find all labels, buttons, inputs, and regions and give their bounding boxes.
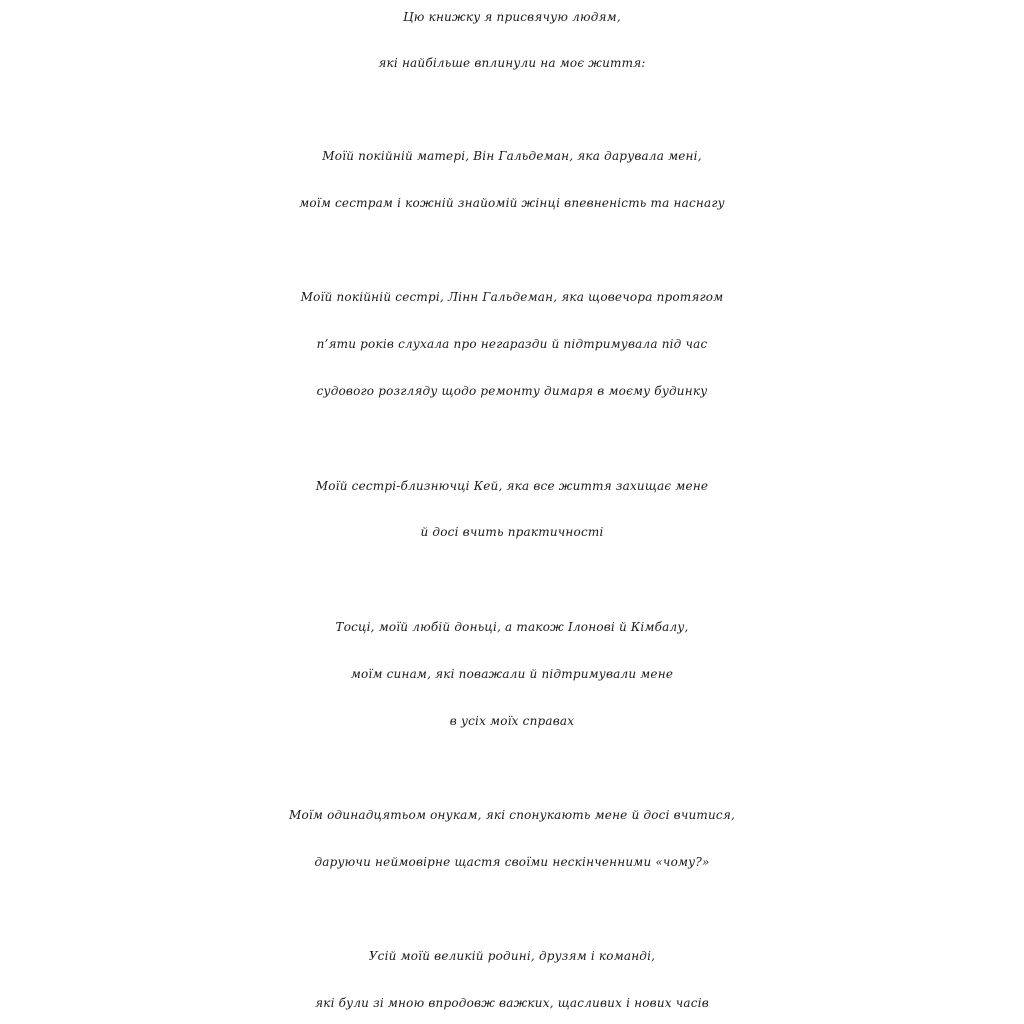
dedication-line: Цю книжку я присвячую людям,	[403, 10, 621, 24]
dedication-line: моїм синам, які поважали й підтримували мене	[350, 667, 674, 681]
dedication-line: в усіх моїх справах	[449, 714, 575, 728]
dedication-line: Усій моїй великій родині, друзям і команді,	[368, 949, 656, 963]
dedication-line: даруючи неймовірне щастя своїми нескінченними «чому?»	[314, 855, 710, 869]
dedication-line: Моїй покійній матері, Він Гальдеман, яка дарувала мені,	[322, 149, 702, 163]
dedication-line: Моїй покійній сестрі, Лінн Гальдеман, яка щовечора протягом	[300, 290, 724, 304]
dedication-line: Моїм одинадцятьом онукам, які спонукають мене й досі вчитися,	[288, 808, 736, 822]
dedication-line: й досі вчить практичності	[420, 525, 604, 539]
dedication-line: Моїй сестрі-близнючці Кей, яка все життя захищає мене	[315, 479, 709, 493]
dedication-line: судового розгляду щодо ремонту димаря в моєму будинку	[316, 384, 708, 398]
dedication-line: моїм сестрам і кожній знайомій жінці впевненість та наснагу	[299, 196, 725, 210]
dedication-line: які найбільше вплинули на моє життя:	[378, 56, 646, 70]
dedication-line: Тосці, моїй любій доньці, а також Ілонові й Кімбалу,	[335, 620, 689, 634]
dedication-line: п’яти років слухала про негаразди й підтримувала під час	[316, 337, 708, 351]
dedication-line: які були зі мною впродовж важких, щасливих і нових часів	[315, 996, 709, 1010]
